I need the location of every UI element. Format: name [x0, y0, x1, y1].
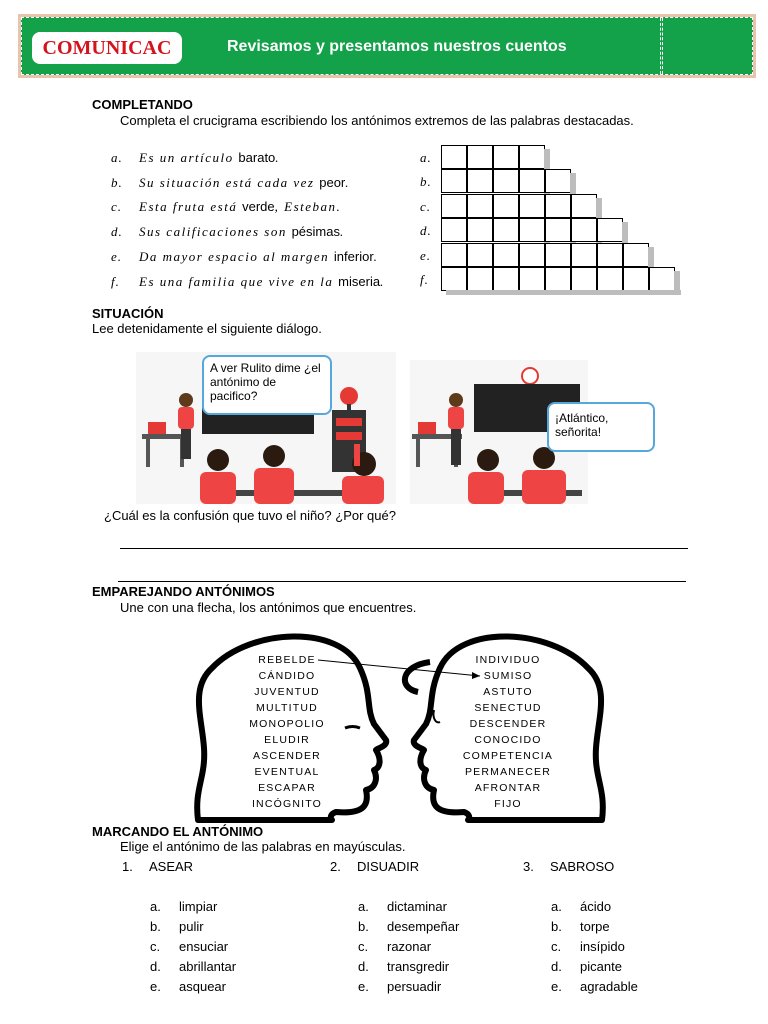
option-text[interactable]: ensuciar: [179, 939, 229, 954]
crossword-item-sentence: [139, 249, 378, 265]
section-title-marcando: MARCANDO EL ANTÓNIMO: [92, 824, 264, 839]
sentence-text: .: [275, 150, 281, 165]
antonym-word-right[interactable]: CONOCIDO: [474, 734, 542, 746]
crossword-cell[interactable]: [597, 267, 623, 291]
antonym-word-right[interactable]: DESCENDER: [469, 718, 547, 730]
crossword-cell[interactable]: [441, 169, 467, 193]
question-word: SABROSO: [550, 859, 615, 874]
answer-line-2[interactable]: [118, 581, 686, 582]
crossword-cell[interactable]: [467, 169, 493, 193]
antonym-word-left[interactable]: ELUDIR: [264, 734, 310, 746]
option-letter[interactable]: e.: [150, 979, 161, 994]
option-letter[interactable]: c.: [358, 939, 369, 954]
header-inner: [21, 17, 753, 75]
crossword-cell[interactable]: [493, 267, 519, 291]
question-word: DISUADIR: [357, 859, 420, 874]
question-number: 1.: [122, 859, 133, 874]
grid-row-label: f.: [420, 272, 429, 287]
crossword-cell[interactable]: [441, 243, 467, 267]
sentence-text: Su situación está cada vez: [139, 174, 320, 190]
option-letter[interactable]: c.: [551, 939, 562, 954]
crossword-cell[interactable]: [623, 243, 649, 267]
option-letter[interactable]: e.: [551, 979, 562, 994]
antonym-word-right[interactable]: COMPETENCIA: [462, 750, 554, 762]
crossword-cell[interactable]: [467, 145, 493, 169]
antonym-word-left[interactable]: JUVENTUD: [254, 686, 320, 698]
highlighted-word: peor: [319, 174, 346, 190]
option-text[interactable]: abrillantar: [179, 959, 237, 974]
crossword-item-letter: a.: [111, 150, 123, 165]
crossword-cell[interactable]: [597, 243, 623, 267]
option-text[interactable]: pulir: [179, 919, 204, 934]
antonym-word-right[interactable]: FIJO: [494, 798, 522, 810]
crossword-cell[interactable]: [571, 243, 597, 267]
crossword-cell[interactable]: [467, 243, 493, 267]
antonym-word-left[interactable]: REBELDE: [258, 654, 316, 666]
header-divider: [660, 18, 661, 74]
crossword-cell[interactable]: [571, 194, 597, 218]
crossword-cell[interactable]: [623, 267, 649, 291]
crossword-cell[interactable]: [597, 218, 623, 242]
option-letter[interactable]: d.: [358, 959, 369, 974]
question-number: 3.: [523, 859, 534, 874]
antonym-word-right[interactable]: INDIVIDUO: [475, 654, 541, 666]
logo: COMUNICAC: [32, 32, 182, 64]
sentence-text: .: [345, 174, 351, 190]
option-letter[interactable]: a.: [551, 899, 562, 914]
crossword-cell[interactable]: [545, 218, 571, 242]
option-letter[interactable]: d.: [150, 959, 161, 974]
antonym-word-left[interactable]: INCÓGNITO: [251, 798, 323, 810]
highlighted-word: barato: [238, 150, 276, 165]
crossword-cell[interactable]: [467, 194, 493, 218]
instruction-marcando: Elige el antónimo de las palabras en mayúsculas.: [120, 839, 406, 854]
sentence-text: .: [380, 273, 385, 289]
option-text[interactable]: agradable: [580, 979, 638, 994]
sentence-text: .: [340, 224, 345, 240]
crossword-cell[interactable]: [519, 243, 545, 267]
crossword-cell[interactable]: [519, 145, 545, 169]
crossword-item-letter: f.: [111, 273, 120, 289]
option-text[interactable]: razonar: [387, 939, 432, 954]
page-title: Revisamos y presentamos nuestros cuentos: [227, 38, 567, 55]
grid-row-label: b.: [420, 174, 432, 190]
crossword-cell[interactable]: [493, 145, 519, 169]
option-text[interactable]: transgredir: [387, 959, 450, 974]
option-text[interactable]: picante: [580, 959, 622, 974]
antonym-word-left[interactable]: ASCENDER: [253, 750, 321, 762]
option-letter[interactable]: e.: [358, 979, 369, 994]
grid-row-label: d.: [420, 223, 432, 239]
highlighted-word: miseria: [338, 273, 381, 289]
instruction-completando: Completa el crucigrama escribiendo los antónimos extremos de las palabras destacadas.: [120, 113, 634, 128]
crossword-cell[interactable]: [493, 169, 519, 193]
crossword-cell[interactable]: [441, 267, 467, 291]
antonym-word-left[interactable]: MONOPOLIO: [249, 718, 325, 730]
highlighted-word: verde: [242, 199, 275, 215]
crossword-item-sentence: [139, 224, 345, 240]
option-text[interactable]: dictaminar: [387, 899, 447, 914]
grid-shadow-bottom: [446, 290, 681, 295]
answer-line-1[interactable]: [120, 548, 688, 549]
antonym-word-left[interactable]: EVENTUAL: [254, 766, 320, 778]
sentence-text: Da mayor espacio al margen: [139, 248, 334, 264]
crossword-cell[interactable]: [519, 218, 545, 242]
speech-bubble-teacher: A ver Rulito dime ¿el antónimo de pacifico?: [202, 355, 332, 415]
question-word: ASEAR: [149, 859, 194, 874]
crossword-cell[interactable]: [467, 218, 493, 242]
sentence-text: Sus calificaciones son: [139, 224, 292, 240]
option-letter[interactable]: b.: [551, 919, 562, 934]
antonym-word-right[interactable]: SUMISO: [483, 670, 533, 682]
option-letter[interactable]: d.: [551, 959, 562, 974]
option-text[interactable]: torpe: [580, 919, 610, 934]
crossword-cell[interactable]: [649, 267, 675, 291]
crossword-cell[interactable]: [441, 218, 467, 242]
crossword-cell[interactable]: [545, 194, 571, 218]
crossword-item-letter: d.: [111, 224, 123, 240]
option-text[interactable]: ácido: [580, 899, 612, 914]
crossword-cell[interactable]: [519, 169, 545, 193]
sentence-text: , Esteban.: [274, 199, 342, 215]
crossword-cell[interactable]: [519, 194, 545, 218]
crossword-item-sentence: [139, 175, 350, 191]
antonym-word-left[interactable]: ESCAPAR: [258, 782, 316, 794]
crossword-cell[interactable]: [545, 169, 571, 193]
crossword-cell[interactable]: [571, 267, 597, 291]
crossword-item-sentence: [139, 150, 280, 166]
section-title-emparejando: EMPAREJANDO ANTÓNIMOS: [92, 584, 275, 599]
antonym-word-right[interactable]: ASTUTO: [483, 686, 533, 698]
option-letter[interactable]: c.: [150, 939, 161, 954]
section-title-situacion: SITUACIÓN: [92, 306, 164, 321]
question-situacion: ¿Cuál es la confusión que tuvo el niño? ¿Por qué?: [104, 508, 396, 523]
option-text[interactable]: limpiar: [179, 899, 218, 914]
antonym-word-right[interactable]: PERMANECER: [464, 766, 552, 778]
grid-row-label: e.: [420, 247, 432, 263]
option-text[interactable]: desempeñar: [387, 919, 460, 934]
antonym-word-left[interactable]: CÁNDIDO: [258, 670, 316, 682]
crossword-item-sentence: [139, 274, 385, 290]
section-title-completando: COMPLETANDO: [92, 97, 193, 112]
crossword-cell[interactable]: [493, 243, 519, 267]
antonym-word-right[interactable]: SENECTUD: [474, 702, 542, 714]
crossword-item-sentence: [139, 199, 341, 215]
crossword-cell[interactable]: [441, 145, 467, 169]
question-number: 2.: [330, 859, 341, 874]
header-banner: [18, 14, 756, 78]
crossword-cell[interactable]: [571, 218, 597, 242]
crossword-cell[interactable]: [545, 267, 571, 291]
sentence-text: Es una familia que vive en la: [139, 273, 339, 289]
crossword-cell[interactable]: [441, 194, 467, 218]
speech-bubble-student: ¡Atlántico, señorita!: [547, 402, 655, 452]
highlighted-word: inferior: [333, 248, 374, 264]
crossword-cell[interactable]: [493, 218, 519, 242]
crossword-cell[interactable]: [467, 267, 493, 291]
instruction-situacion: Lee detenidamente el siguiente diálogo.: [92, 321, 322, 336]
crossword-item-letter: e.: [111, 248, 123, 264]
antonym-word-right[interactable]: AFRONTAR: [474, 782, 542, 794]
option-letter[interactable]: a.: [358, 899, 369, 914]
sentence-text: .: [373, 248, 379, 264]
sentence-text: Esta fruta está: [139, 199, 243, 215]
crossword-item-letter: c.: [111, 199, 123, 215]
option-text[interactable]: asquear: [179, 979, 226, 994]
sentence-text: Es un artículo: [139, 150, 239, 165]
grid-row-label: a.: [420, 150, 432, 165]
crossword-cell[interactable]: [519, 267, 545, 291]
highlighted-word: pésimas: [291, 224, 340, 240]
header-divider: [662, 18, 663, 74]
antonym-word-left[interactable]: MULTITUD: [256, 702, 318, 714]
grid-row-label: c.: [420, 198, 432, 214]
crossword-cell[interactable]: [545, 243, 571, 267]
option-letter[interactable]: b.: [358, 919, 369, 934]
option-text[interactable]: insípido: [580, 939, 625, 954]
option-letter[interactable]: b.: [150, 919, 161, 934]
crossword-cell[interactable]: [493, 194, 519, 218]
option-letter[interactable]: a.: [150, 899, 161, 914]
option-text[interactable]: persuadir: [387, 979, 442, 994]
crossword-item-letter: b.: [111, 174, 123, 190]
instruction-emparejando: Une con una flecha, los antónimos que encuentres.: [120, 600, 417, 615]
